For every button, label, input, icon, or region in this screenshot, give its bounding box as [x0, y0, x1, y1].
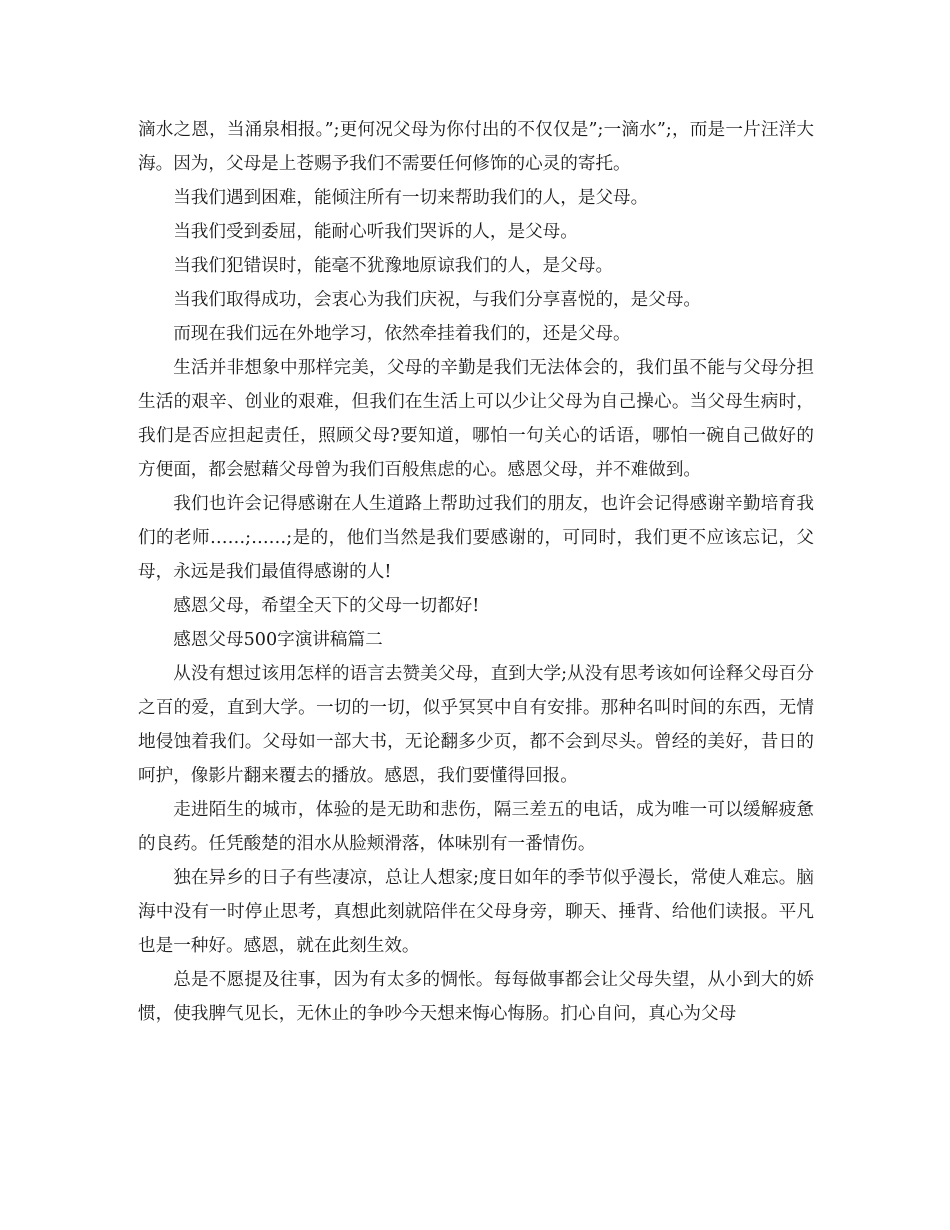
paragraph: 独在异乡的日子有些凄凉，总让人想家;度日如年的季节似乎漫长，常使人难忘。脑海中没有一时停止思考，真想此刻就陪伴在父母身旁，聊天、捶背、给他们读报。平凡也是一种好。感恩，就在此刻生效。	[138, 868, 814, 956]
paragraph: 感恩父母，希望全天下的父母一切都好!	[173, 596, 480, 616]
document-body	[138, 113, 814, 1031]
paragraph: 而现在我们远在外地学习，依然牵挂着我们的，还是父母。	[173, 324, 631, 344]
section-heading: 感恩父母500字演讲稿篇二	[173, 630, 383, 650]
paragraph: 走进陌生的城市，体验的是无助和悲伤，隔三差五的电话，成为唯一可以缓解疲惫的良药。任凭酸楚的泪水从脸颊滑落，体味别有一番情伤。	[138, 800, 814, 854]
paragraph: 总是不愿提及往事，因为有太多的惆怅。每每做事都会让父母失望，从小到大的娇惯，使我脾气见长，无休止的争吵今天想来悔心悔肠。扪心自问，真心为父母	[138, 970, 814, 1024]
paragraph: 当我们受到委屈，能耐心听我们哭诉的人，是父母。	[173, 222, 578, 242]
paragraph: 当我们犯错误时，能毫不犹豫地原谅我们的人，是父母。	[173, 256, 614, 276]
paragraph: 当我们取得成功，会衷心为我们庆祝，与我们分享喜悦的，是父母。	[173, 290, 702, 310]
paragraph: 生活并非想象中那样完美，父母的辛勤是我们无法体会的，我们虽不能与父母分担生活的艰辛、创业的艰难，但我们在生活上可以少让父母为自己操心。当父母生病时，我们是否应担起责任，照顾父母?要知道，哪怕一句关心的话语，哪怕一碗自己做好的方便面，都会慰藉父母曾为我们百般焦虑的心。感恩父母，并不难做到。	[138, 358, 814, 480]
paragraph: 滴水之恩，当涌泉相报。”;更何况父母为你付出的不仅仅是”;一滴水”;，而是一片汪洋大海。因为，父母是上苍赐予我们不需要任何修饰的心灵的寄托。	[138, 120, 814, 174]
paragraph: 我们也许会记得感谢在人生道路上帮助过我们的朋友，也许会记得感谢辛勤培育我们的老师……;……;是的，他们当然是我们要感谢的，可同时，我们更不应该忘记，父母，永远是我们最值得感谢的人!	[138, 494, 814, 582]
paragraph: 当我们遇到困难，能倾注所有一切来帮助我们的人，是父母。	[173, 188, 649, 208]
paragraph: 从没有想过该用怎样的语言去赞美父母，直到大学;从没有思考该如何诠释父母百分之百的爱，直到大学。一切的一切，似乎冥冥中自有安排。那种名叫时间的东西，无情地侵蚀着我们。父母如一部大书，无论翻多少页，都不会到尽头。曾经的美好，昔日的呵护，像影片翻来覆去的播放。感恩，我们要懂得回报。	[138, 664, 814, 786]
